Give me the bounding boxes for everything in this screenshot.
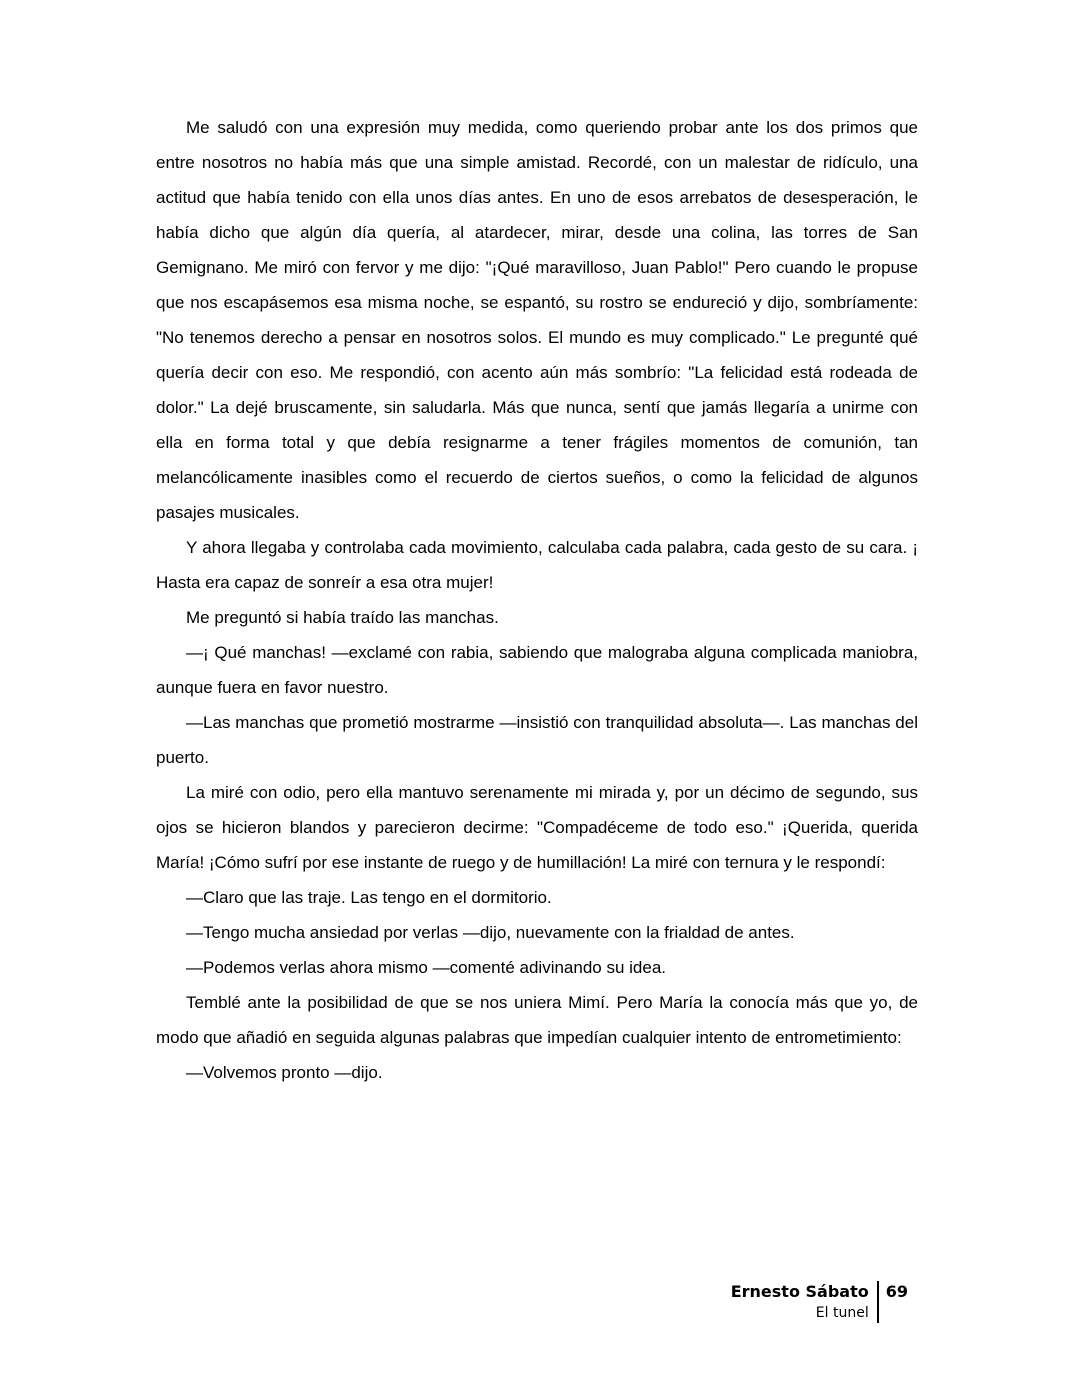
paragraph: Y ahora llegaba y controlaba cada movimiento, calculaba cada palabra, cada gesto de su cara. ¡ Hasta era capaz de sonreír a esa otra mujer! — [156, 538, 918, 592]
footer-book-title: El tunel — [815, 1305, 869, 1321]
paragraph: La miré con odio, pero ella mantuvo serenamente mi mirada y, por un décimo de segundo, sus ojos se hicieron blandos y parecieron decirme: "Compadéceme de todo eso." ¡Querida, querida María! ¡Cómo sufrí por ese instante de ruego y de humillación! La miré con ternura y le respondí: — [156, 783, 918, 872]
paragraph: —Claro que las traje. Las tengo en el dormitorio. — [186, 888, 552, 907]
page-body-text — [156, 110, 918, 1090]
paragraph: —Las manchas que prometió mostrarme —insistió con tranquilidad absoluta—. Las manchas del puerto. — [156, 713, 918, 767]
footer-left-block — [731, 1281, 877, 1323]
page-footer — [731, 1281, 908, 1323]
paragraph: —Volvemos pronto —dijo. — [186, 1063, 383, 1082]
paragraph: —Podemos verlas ahora mismo —comenté adivinando su idea. — [186, 958, 667, 977]
page-number: 69 — [885, 1282, 908, 1301]
paragraph: —¡ Qué manchas! —exclamé con rabia, sabiendo que malograba alguna complicada maniobra, aunque fuera en favor nuestro. — [156, 643, 918, 697]
paragraph: Temblé ante la posibilidad de que se nos uniera Mimí. Pero María la conocía más que yo, de modo que añadió en seguida algunas palabras que impedían cualquier intento de entrometimiento: — [156, 993, 918, 1047]
paragraph: Me preguntó si había traído las manchas. — [186, 608, 499, 627]
paragraph: Me saludó con una expresión muy medida, como queriendo probar ante los dos primos que entre nosotros no había más que una simple amistad. Recordé, con un malestar de ridículo, una actitud que había tenido con ella unos días antes. En uno de esos arrebatos de desesperación, le había dicho que algún día quería, al atardecer, mirar, desde una colina, las torres de San Gemignano. Me miró con fervor y me dijo: "¡Qué maravilloso, Juan Pablo!" Pero cuando le propuse que nos escapásemos esa misma noche, se espantó, su rostro se endureció y dijo, sombríamente: "No tenemos derecho a pensar en nosotros solos. El mundo es muy complicado." Le pregunté qué quería decir con eso. Me respondió, con acento aún más sombrío: "La felicidad está rodeada de dolor." La dejé bruscamente, sin saludarla. Más que nunca, sentí que jamás llegaría a unirme con ella en forma total y que debía resignarme a tener frágiles momentos de comunión, tan melancólicamente inasibles como el recuerdo de ciertos sueños, o como la felicidad de algunos pasajes musicales. — [156, 118, 918, 522]
paragraph: —Tengo mucha ansiedad por verlas —dijo, nuevamente con la frialdad de antes. — [186, 923, 795, 942]
footer-author: Ernesto Sábato — [730, 1282, 869, 1301]
